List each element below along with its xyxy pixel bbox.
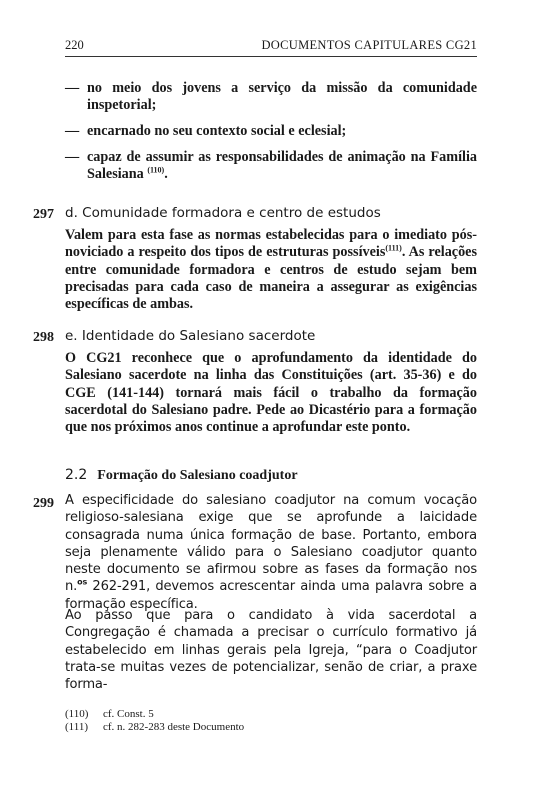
footnote-ref: (111) <box>385 243 402 253</box>
subsection-number: 2.2 <box>65 467 88 483</box>
bold-paragraph <box>65 227 477 313</box>
footnote-number: (111) <box>65 721 89 733</box>
running-header <box>65 36 477 57</box>
bullet-text-wrap <box>87 149 477 183</box>
bullet-end: . <box>164 166 168 182</box>
paragraph-text: . As relações entre comunidade formadora e centros de estudo sejam bem precisadas para cada caso de maneira a assegurar as exigências específicas de ambas. <box>65 244 477 313</box>
bullet-dash: — <box>65 80 80 96</box>
paragraph-text: Valem para esta fase as normas estabelecidas para o imediato pós-noviciado a respeito dos tipos de estruturas possíveis <box>65 227 477 261</box>
bullet-text: encarnado no seu contexto social e eclesial; <box>87 123 347 139</box>
footnote-text: cf. Const. 5 <box>103 708 154 720</box>
margin-number: 297 <box>33 207 54 222</box>
ordinal-suffix: os <box>77 578 88 588</box>
footnote <box>65 708 477 721</box>
margin-number: 298 <box>33 330 54 345</box>
bullet-item <box>65 123 477 140</box>
footnote <box>65 721 477 734</box>
bullet-text: no meio dos jovens a serviço da missão da comunidade inspetorial; <box>87 80 477 113</box>
body-paragraph <box>65 492 477 613</box>
margin-number: 299 <box>33 496 54 511</box>
body-paragraph: Ao passo que para o candidato à vida sacerdotal a Congregação é chamada a precisar o currículo formativo já estabelecido em linhas gerais pela Igreja, “para o Coadjutor trata-se muitas vezes de potencializar, senão de criar, a praxe forma- <box>65 608 477 693</box>
page-number: 220 <box>65 38 84 52</box>
section-heading: e. Identidade do Salesiano sacerdote <box>65 328 316 344</box>
bullet-dash: — <box>65 123 80 139</box>
bullet-item <box>65 80 477 114</box>
running-title: DOCUMENTOS CAPITULARES CG21 <box>261 38 477 52</box>
footnote-number: (110) <box>65 708 89 720</box>
footnote-ref: (110) <box>147 165 165 175</box>
subsection-title: Formação do Salesiano coadjutor <box>97 468 298 483</box>
paragraph-text: 262-291, devemos acrescentar ainda uma palavra sobre a formação específica. <box>65 579 477 612</box>
bold-paragraph: O CG21 reconhece que o aprofundamento da identidade do Salesiano sacerdote na linha das Constituições (art. 35-36) e do CGE (141-144) tornará mais fácil o trabalho da formação sacerdotal do Salesiano padre. Pede ao Dicastério para a formação que nos próximos anos continue a aprofundar este ponto. <box>65 350 477 436</box>
bullet-item <box>65 149 477 183</box>
bullet-text: capaz de assumir as responsabilidades de animação na Família Salesiana <box>87 149 477 182</box>
section-heading: d. Comunidade formadora e centro de estudos <box>65 205 381 221</box>
subsection-heading <box>65 467 477 484</box>
paragraph-text: A especificidade do salesiano coadjutor na comum vocação religioso-salesiana exige que se aprofunde a laicidade consagrada numa única formação de base. Portanto, embora seja plenamente válido para o Salesiano coadjutor quanto neste documento se afirmou sobre as fases da formação nos n. <box>65 493 477 595</box>
bullet-dash: — <box>65 149 80 165</box>
footnote-text: cf. n. 282-283 deste Documento <box>103 721 245 733</box>
